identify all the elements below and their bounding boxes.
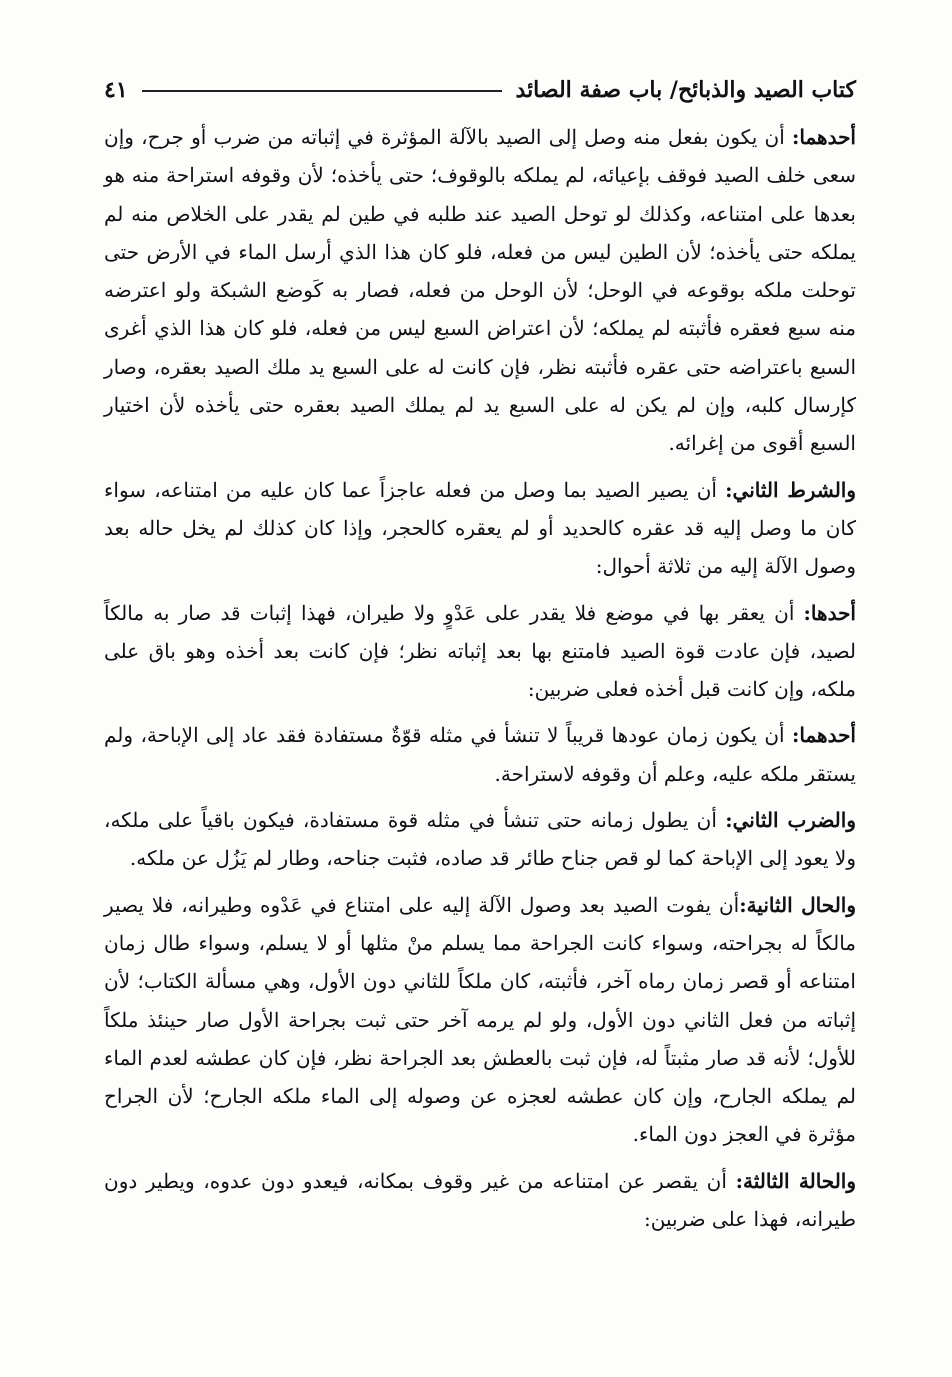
paragraph-text: أن يقصر عن امتناعه من غير وقوف بمكانه، فيعدو دون عدوه، ويطير دون طيرانه، فهذا على ضربين: [104, 1168, 856, 1232]
paragraph-lead: والشرط الثاني: [725, 477, 856, 502]
paragraph-lead: أحدهما: [791, 723, 856, 748]
paragraph-text: أن يطول زمانه حتى تنشأ في مثله قوة مستفادة، فيكون باقياً على ملكه، ولا يعود إلى الإباحة كما لو قص جناح طائر قد صاده، فثبت جناحه، وطار لم يَزُل عن ملكه. [104, 808, 856, 871]
paragraph-lead: أحدها: [803, 600, 856, 625]
body-text [104, 118, 856, 1246]
paragraph-text: أن يفوت الصيد بعد وصول الآلة إليه على امتناع في عَدْوه وطيرانه، فلا يصير مالكاً له بجراحته، وسواء كانت الجراحة مما يسلم منْ مثلها أو لا يسلم، وسواء طال زمان امتناعه أو قصر زمان رماه آخر، فأثبته، كان ملكاً للثاني دون الأول، وهي مسألة الكتاب؛ لأن إثباته من فعل الثاني دون الأول، ولو لم يرمه آخر حتى ثبت بجراحة الأول صار حينئذ ملكاً للأول؛ لأنه قد صار مثبتاً له، فإن ثبت بالعطش بعد الجراحة نظر، فإن كان عطشه لعدم الماء لم يملكه الجارح، وإن كان عطشه لعجزه عن وصوله إلى الماء ملكه الجارح؛ لأن الجراح مؤثرة في العجز دون الماء. [104, 892, 856, 1147]
paragraph [104, 1162, 856, 1239]
paragraph-text: أن يكون بفعل منه وصل إلى الصيد بالآلة المؤثرة في إثباته من ضرب أو جرح، وإن سعى خلف الصيد فوقف بإعيائه، لم يملكه بالوقوف؛ حتى يأخذه؛ لأن وقوفه استراحة منه هو بعدها على امتناعه، وكذلك لو توحل الصيد عند طلبه في طين لم يقدر على الخلاص منه لم يملكه حتى يأخذه؛ لأن الطين ليس من فعله، فلو كان هذا الذي أرسل الماء في الأرض حتى توحلت ملكه بوقوعه في الوحل؛ لأن الوحل من فعله، فصار به كَوضع الشبكة ولو اعترضه منه سبع فعقره فأثبته لم يملكه؛ لأن اعتراض السبع ليس من فعله، فلو كان هذا الذي أغرى السبع باعتراضه حتى عقره فأثبته نظر، فإن كانت له على السبع يد ملك الصيد بعقره، وصار كإرسال كلبه، وإن لم يكن له على السبع يد لم يملك الصيد بعقره حتى يأخذه لأن اختيار السبع أقوى من إغرائه. [104, 125, 856, 456]
paragraph [104, 594, 856, 709]
paragraph-lead: أحدهما: [791, 125, 856, 149]
paragraph [104, 801, 856, 878]
paragraph [104, 118, 856, 463]
header-rule [142, 90, 502, 92]
page-number: ٤١ [104, 77, 128, 103]
running-header [104, 72, 856, 108]
paragraph [104, 886, 856, 1154]
paragraph-lead: والضرب الثاني: [725, 808, 856, 833]
paragraph-lead: والحال الثانية: [739, 892, 856, 917]
paragraph-text: أن يصير الصيد بما وصل من فعله عاجزاً عما كان عليه من امتناعه، سواء كان ما وصل إليه قد عقره كالحديد أو لم يعقره كالحجر، وإذا كان كذلك لم يخل حاله بعد وصول الآلة إليه من ثلاثة أحوال: [104, 477, 856, 579]
paragraph-text: أن يكون زمان عودها قريباً لا تنشأ في مثله قوّةٌ مستفادة فقد عاد إلى الإباحة، ولم يستقر ملكه عليه، وعلم أن وقوفه لاستراحة. [104, 723, 856, 786]
paragraph [104, 471, 856, 586]
paragraph-lead: والحالة الثالثة: [735, 1168, 857, 1193]
header-title: كتاب الصيد والذبائح/ باب صفة الصائد [515, 77, 856, 103]
paragraph-text: أن يعقر بها في موضع فلا يقدر على عَدْوٍ ولا طيران، فهذا إثبات قد صار به مالكاً لصيد، فإن عادت قوة الصيد فامتنع بها بعد إثباته نظر؛ فإن كانت بعد أخذه وهو باق على ملكه، وإن كانت قبل أخذه فعلى ضربين: [104, 600, 856, 702]
paragraph [104, 716, 856, 793]
